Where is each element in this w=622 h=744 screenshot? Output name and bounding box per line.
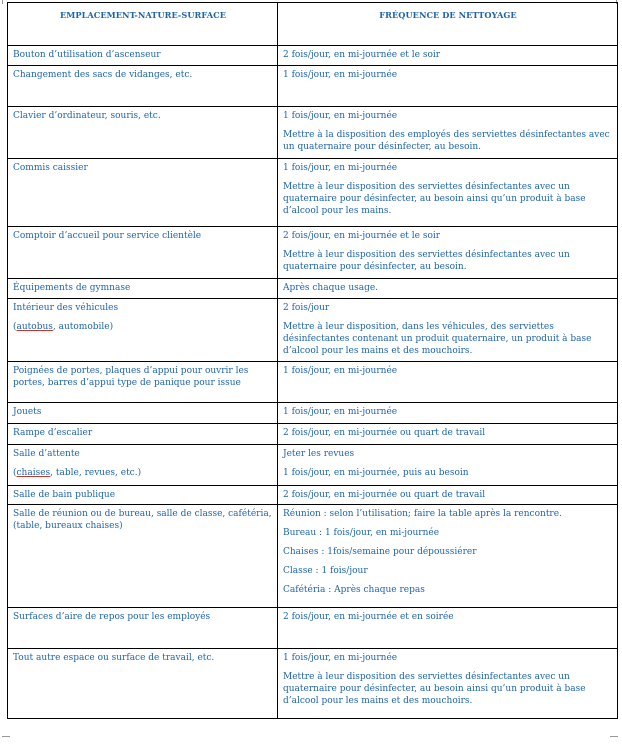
location-cell xyxy=(8,299,278,362)
location-text: Clavier d’ordinateur, souris, etc. xyxy=(13,111,161,121)
crop-mark xyxy=(2,0,3,4)
table-row xyxy=(8,299,618,362)
location-cell xyxy=(8,159,278,227)
table-row xyxy=(8,403,618,424)
location-text: Bouton d’utilisation d’ascenseur xyxy=(13,50,161,60)
frequency-cell xyxy=(278,227,618,279)
location-text: Équipements de gymnase xyxy=(13,283,131,293)
location-note-text: , automobile) xyxy=(52,322,114,332)
frequency-text: 1 fois/jour, en mi-journée xyxy=(283,111,398,121)
location-note-underlined: chaises xyxy=(16,468,51,478)
table-row xyxy=(8,227,618,279)
location-text: Jouets xyxy=(13,407,42,417)
table-row xyxy=(8,46,618,66)
frequency-text: 2 fois/jour, en mi-journée et en soirée xyxy=(283,612,454,622)
location-note-text: ( xyxy=(13,468,17,478)
frequency-cell xyxy=(278,299,618,362)
frequency-text: 2 fois/jour, en mi-journée et le soir xyxy=(283,50,441,60)
location-cell xyxy=(8,227,278,279)
location-text: Salle d’attente xyxy=(13,449,80,459)
location-text: Intérieur des véhicules xyxy=(13,303,119,313)
frequency-text: Cafétéria : Après chaque repas xyxy=(283,585,425,595)
location-text: Poignées de portes, plaques d’appui pour ouvrir les portes, barres d’appui type de panique pour issue xyxy=(13,366,249,388)
location-text: Surfaces d’aire de repos pour les employés xyxy=(13,612,211,622)
location-cell xyxy=(8,649,278,719)
frequency-cell xyxy=(278,46,618,66)
frequency-text: 1 fois/jour, en mi-journée xyxy=(283,407,398,417)
frequency-text: Mettre à leur disposition des serviettes désinfectantes avec un quaternaire pour désinfecter, au besoin. xyxy=(283,250,570,272)
frequency-cell xyxy=(278,486,618,505)
frequency-cell xyxy=(278,362,618,403)
frequency-text: Après chaque usage. xyxy=(283,283,379,293)
table-row xyxy=(8,424,618,445)
location-text: Rampe d’escalier xyxy=(13,428,93,438)
location-cell xyxy=(8,505,278,608)
crop-mark xyxy=(2,736,10,737)
frequency-text: Mettre à leur disposition des serviettes désinfectantes avec un quaternaire pour désinfecter, au besoin ainsi qu’un produit à base d’alcool pour les mains. xyxy=(283,182,586,216)
location-note-underlined: autobus xyxy=(16,322,53,332)
location-cell xyxy=(8,608,278,649)
location-cell xyxy=(8,66,278,107)
table-header-row xyxy=(8,3,618,46)
location-text: Tout autre espace ou surface de travail, etc. xyxy=(13,653,215,663)
crop-mark xyxy=(610,736,618,737)
frequency-cell xyxy=(278,445,618,486)
frequency-text: 2 fois/jour, en mi-journée ou quart de travail xyxy=(283,428,486,438)
frequency-cell xyxy=(278,66,618,107)
location-cell xyxy=(8,424,278,445)
frequency-text: Mettre à leur disposition, dans les véhicules, des serviettes désinfectantes contenant un produit quaternaire, un produit à base d’alcool pour les mains et des mouchoirs. xyxy=(283,322,592,356)
frequency-cell xyxy=(278,159,618,227)
frequency-cell xyxy=(278,403,618,424)
location-note xyxy=(13,467,273,479)
table-row xyxy=(8,362,618,403)
location-cell xyxy=(8,46,278,66)
frequency-text: Classe : 1 fois/jour xyxy=(283,566,368,576)
location-text: Changement des sacs de vidanges, etc. xyxy=(13,70,193,80)
location-cell xyxy=(8,445,278,486)
frequency-text: Mettre à leur disposition des serviettes désinfectantes avec un quaternaire pour désinfecter, au besoin ainsi qu’un produit à base d’alcool pour les mains et des mouchoirs. xyxy=(283,672,586,706)
table-row xyxy=(8,486,618,505)
location-text: Comptoir d’accueil pour service clientèle xyxy=(13,231,202,241)
location-cell xyxy=(8,279,278,299)
frequency-cell xyxy=(278,107,618,159)
frequency-text: 1 fois/jour, en mi-journée xyxy=(283,70,398,80)
header-location: EMPLACEMENT-NATURE-SURFACE xyxy=(8,3,278,46)
location-cell xyxy=(8,362,278,403)
table-row xyxy=(8,107,618,159)
location-note xyxy=(13,321,273,333)
frequency-cell xyxy=(278,505,618,608)
frequency-text: 2 fois/jour, en mi-journée ou quart de travail xyxy=(283,490,486,500)
cleaning-frequency-table xyxy=(7,2,618,719)
frequency-text: Bureau : 1 fois/jour, en mi-journée xyxy=(283,528,440,538)
table-row xyxy=(8,279,618,299)
frequency-text: Chaises : 1fois/semaine pour dépoussiérer xyxy=(283,547,477,557)
location-text: Commis caissier xyxy=(13,163,88,173)
table-row xyxy=(8,66,618,107)
frequency-text: 2 fois/jour, en mi-journée et le soir xyxy=(283,231,441,241)
table-row xyxy=(8,649,618,719)
table-row xyxy=(8,608,618,649)
frequency-cell xyxy=(278,649,618,719)
frequency-cell xyxy=(278,608,618,649)
frequency-text: 1 fois/jour, en mi-journée, puis au besoin xyxy=(283,468,469,478)
location-cell xyxy=(8,403,278,424)
location-note-text: , table, revues, etc.) xyxy=(50,468,142,478)
frequency-cell xyxy=(278,279,618,299)
frequency-text: 2 fois/jour xyxy=(283,303,330,313)
frequency-cell xyxy=(278,424,618,445)
table-row xyxy=(8,445,618,486)
location-cell xyxy=(8,107,278,159)
table-row xyxy=(8,505,618,608)
frequency-text: 1 fois/jour, en mi-journée xyxy=(283,653,398,663)
header-frequency: FRÉQUENCE DE NETTOYAGE xyxy=(278,3,618,46)
frequency-text: 1 fois/jour, en mi-journée xyxy=(283,366,398,376)
location-note-text: ( xyxy=(13,322,17,332)
location-text: Salle de réunion ou de bureau, salle de classe, cafétéria, (table, bureaux chaises) xyxy=(13,509,272,531)
frequency-text: Réunion : selon l’utilisation; faire la table après la rencontre. xyxy=(283,509,562,519)
table-body xyxy=(8,46,618,719)
location-text: Salle de bain publique xyxy=(13,490,116,500)
frequency-text: Jeter les revues xyxy=(283,449,355,459)
frequency-text: 1 fois/jour, en mi-journée xyxy=(283,163,398,173)
table-row xyxy=(8,159,618,227)
frequency-text: Mettre à la disposition des employés des serviettes désinfectantes avec un quaternaire pour désinfecter, au besoin. xyxy=(283,130,610,152)
location-cell xyxy=(8,486,278,505)
